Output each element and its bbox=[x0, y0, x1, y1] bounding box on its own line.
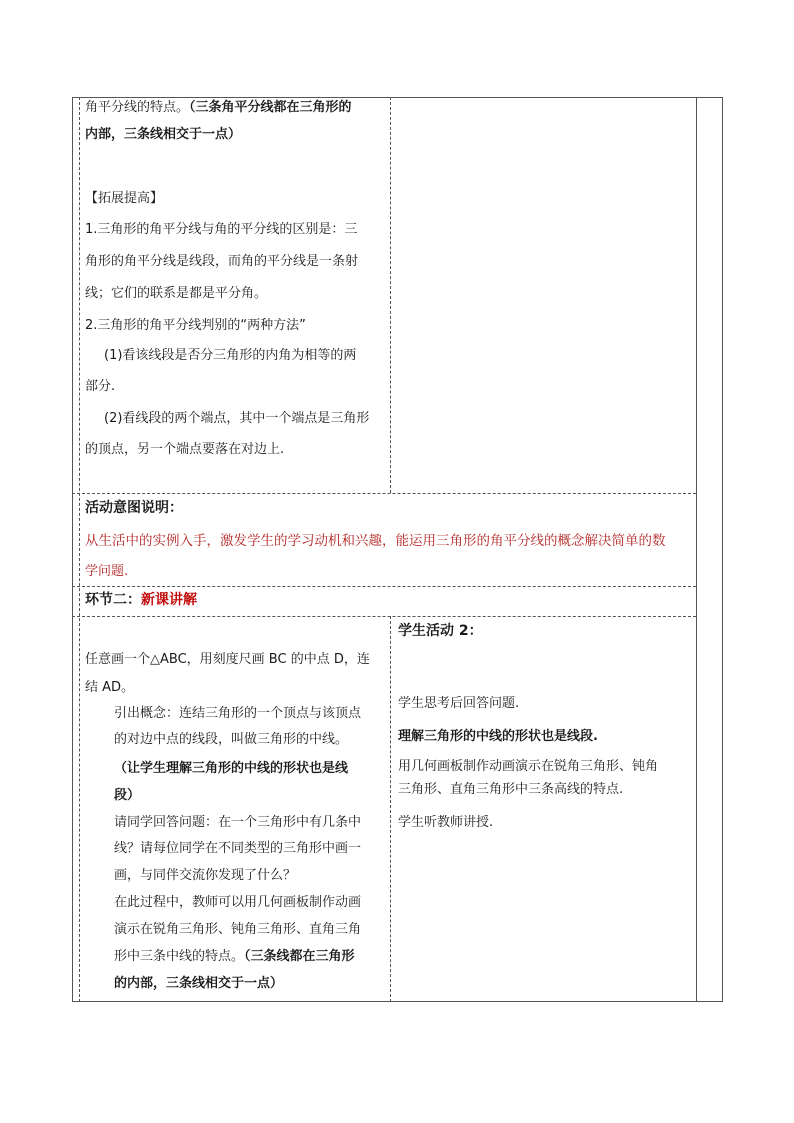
s2-left-p5d: （三条线都在三角 bbox=[244, 949, 342, 964]
s2-right-r3a: 用几何画板制作动画演示在锐角三角形、钝角 bbox=[398, 759, 659, 774]
s2-left-p3a: （让学生理解三角形的中线的形状也是线 bbox=[114, 761, 349, 776]
section2-heading-prefix: 环节二： bbox=[85, 592, 141, 608]
s2-left-p5c: 形中三条中线的特点。 bbox=[114, 949, 245, 964]
s2-right-heading: 学生活动 2： bbox=[398, 623, 483, 639]
s2-left-p2b: 的对边中点的线段，叫做三角形的中线。 bbox=[114, 732, 349, 747]
line1-bold: （三条角平分线都在三角形的 bbox=[189, 100, 352, 115]
column-divider-2 bbox=[390, 97, 391, 493]
section2-heading-red: 新课讲解 bbox=[141, 592, 197, 608]
s2-left-p4b: 线？请每位同学在不同类型的三角形中画一 bbox=[114, 841, 362, 856]
s2-right-r3b: 三角形、直角三角形中三条高线的特点. bbox=[398, 782, 624, 797]
s2-right-r2: 理解三角形的中线的形状也是线段. bbox=[398, 729, 598, 744]
s2-left-p1a: 任意画一个△ABC，用刻度尺画 BC 的中点 D，连 bbox=[85, 652, 370, 667]
s2-left-p5a: 在此过程中，教师可以用几何画板制作动画 bbox=[114, 895, 362, 910]
section1-line-10: (2)看线段的两个端点，其中一个端点是三角形 bbox=[104, 411, 370, 426]
section1-line-8: (1)看该线段是否分三角形的内角为相等的两 bbox=[104, 348, 357, 363]
intent-line-1: 从生活中的实例入手，激发学生的学习动机和兴趣，能运用三角形的角平分线的概念解决简单的数 bbox=[85, 533, 666, 549]
s2-left-p5b: 演示在锐角三角形、钝角三角形、直角三角 bbox=[114, 922, 362, 937]
table-left-border bbox=[72, 97, 73, 1002]
section2-heading bbox=[85, 586, 197, 615]
section1-line-5: 角形的角平分线是线段，而角的平分线是一条射 bbox=[85, 254, 359, 269]
section1-line-1 bbox=[85, 93, 352, 122]
s2-left-p5e: 形 bbox=[341, 949, 355, 964]
s2-right-r1: 学生思考后回答问题. bbox=[398, 696, 520, 711]
intent-line-2: 学问题. bbox=[85, 564, 129, 579]
s2-left-p3b: 段） bbox=[114, 788, 141, 803]
section1-line-7: 2.三角形的角平分线判别的“两种方法” bbox=[85, 318, 306, 333]
section1-line-2: 内部，三条线相交于一点） bbox=[85, 127, 242, 142]
expand-heading: 【拓展提高】 bbox=[85, 191, 164, 206]
intent-heading: 活动意图说明： bbox=[85, 500, 183, 516]
s2-left-p1b: 结 AD。 bbox=[85, 680, 135, 695]
section1-line-11: 的顶点，另一个端点要落在对边上. bbox=[85, 442, 285, 457]
row-divider-3 bbox=[72, 616, 696, 617]
s2-left-p5f: 的内部，三条线相交于一点） bbox=[114, 976, 284, 991]
table-bottom-border bbox=[72, 1001, 723, 1002]
s2-left-p5-line bbox=[114, 942, 355, 971]
section1-line-6: 线；它们的联系是都是平分角。 bbox=[85, 286, 268, 301]
column-divider-1 bbox=[79, 97, 80, 1002]
section1-line-4: 1.三角形的角平分线与角的平分线的区别是：三 bbox=[85, 222, 358, 237]
section1-line-9: 部分. bbox=[85, 379, 116, 394]
table-right-border bbox=[722, 97, 723, 1002]
s2-left-p2a: 引出概念：连结三角形的一个顶点与该顶点 bbox=[114, 706, 362, 721]
line1-prefix: 角平分线的特点。 bbox=[85, 100, 190, 115]
table-inner-right-border bbox=[696, 97, 697, 1002]
s2-left-p4a: 请同学回答问题：在一个三角形中有几条中 bbox=[114, 815, 362, 830]
column-divider-3 bbox=[390, 616, 391, 1002]
s2-right-r4: 学生听教师讲授. bbox=[398, 815, 494, 830]
s2-left-p4c: 画，与同伴交流你发现了什么？ bbox=[114, 868, 297, 883]
